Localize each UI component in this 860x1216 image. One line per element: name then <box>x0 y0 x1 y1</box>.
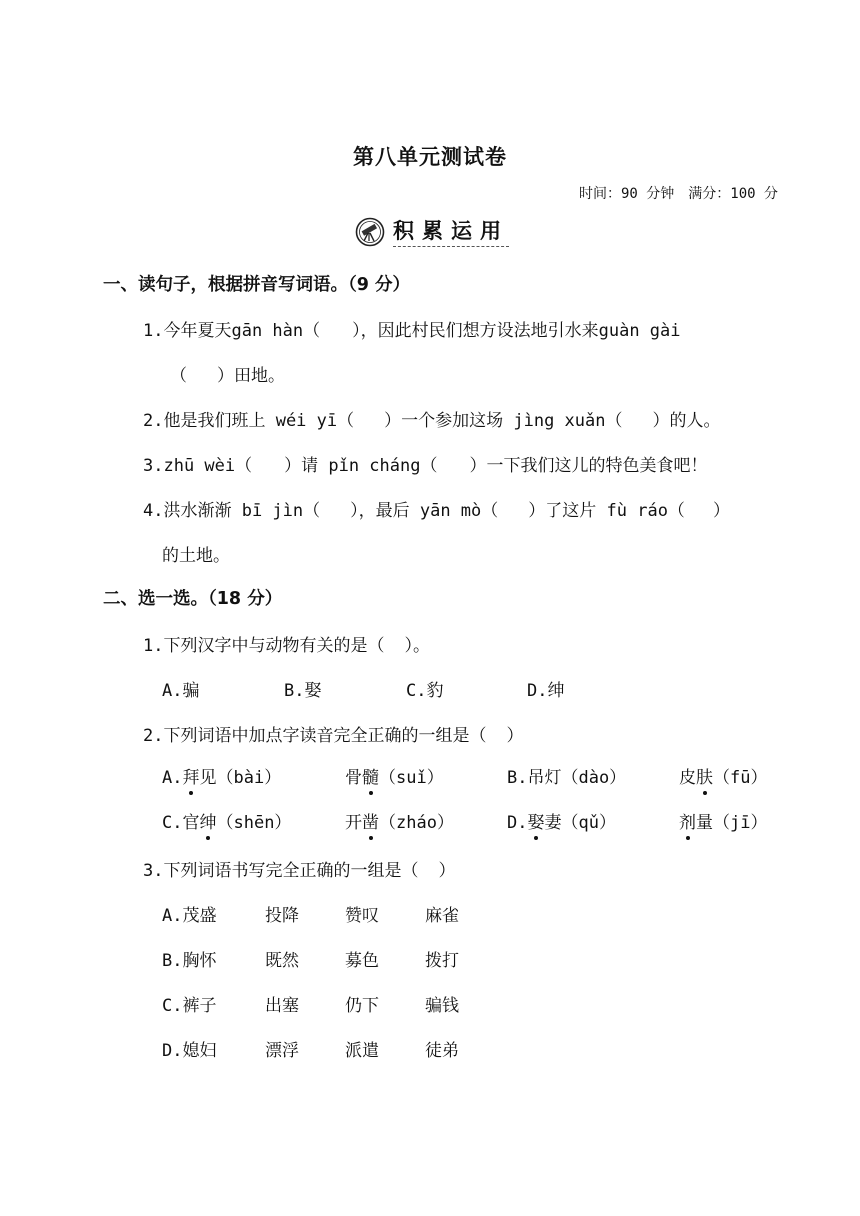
s1-q1-line1: 1.今年夏天gān hàn（ ），因此村民们想方设法地引水来guàn gài <box>143 321 681 341</box>
s2-q3-a-word4: 麻雀 <box>425 906 459 926</box>
s2-q3-b-word3: 募色 <box>345 951 379 971</box>
s2-q2-option-d-word1: D.娶妻（qǔ） <box>507 808 616 833</box>
s2-q3-stem: 3.下列词语书写完全正确的一组是（ ） <box>143 861 456 881</box>
s2-q2-stem: 2.下列词语中加点字读音完全正确的一组是（ ） <box>143 726 524 746</box>
s1-q3: 3.zhū wèi（ ）请 pǐn cháng（ ）一下我们这儿的特色美食吧！ <box>143 456 708 476</box>
s2-q3-d-word2: 漂浮 <box>265 1041 299 1061</box>
s1-q1-line2: （ ）田地。 <box>170 366 285 386</box>
s2-q2-option-a-word1: A.拜见（bài） <box>162 763 281 788</box>
s2-q3-d-word1: D.媳妇 <box>162 1041 217 1061</box>
section2-heading: 二、选一选。（18 分） <box>103 589 283 609</box>
banner-label: 积累运用 <box>393 218 509 247</box>
s2-q3-b-word2: 既然 <box>265 951 299 971</box>
s1-q4-line1: 4.洪水渐渐 bī jìn（ ），最后 yān mò（ ）了这片 fù ráo（ ） <box>143 501 730 521</box>
s2-q3-a-word2: 投降 <box>265 906 299 926</box>
s2-q1-option-d: D.绅 <box>527 681 565 701</box>
section-banner <box>355 214 509 250</box>
full-score: 满分：100 分 <box>688 186 778 202</box>
section1-heading: 一、读句子，根据拼音写词语。（9 分） <box>103 275 411 295</box>
s2-q3-a-word1: A.茂盛 <box>162 906 217 926</box>
s2-q2-option-c-word2: 开凿（zháo） <box>345 808 454 833</box>
s2-q1-option-a: A.骗 <box>162 681 200 701</box>
page-title: 第八单元测试卷 <box>353 145 507 169</box>
s2-q1-option-b: B.娶 <box>284 681 322 701</box>
s2-q3-c-word2: 出塞 <box>265 996 299 1016</box>
exam-meta <box>579 183 778 203</box>
s2-q3-c-word3: 仍下 <box>345 996 379 1016</box>
s2-q2-option-d-word2: 剂量（jī） <box>679 808 767 833</box>
s2-q3-d-word3: 派遣 <box>345 1041 379 1061</box>
s2-q2-option-a-word2: 骨髓（suǐ） <box>345 763 444 788</box>
time-limit: 时间：90 分钟 <box>578 186 675 202</box>
s2-q3-c-word4: 骗钱 <box>425 996 459 1016</box>
s2-q2-option-b-word2: 皮肤（fū） <box>679 763 767 788</box>
s2-q3-b-word1: B.胸怀 <box>162 951 217 971</box>
s2-q3-b-word4: 拨打 <box>425 951 459 971</box>
s2-q2-option-c-word1: C.官绅（shēn） <box>162 808 291 833</box>
s2-q1-stem: 1.下列汉字中与动物有关的是（ ）。 <box>143 636 430 656</box>
s2-q2-option-b-word1: B.吊灯（dào） <box>507 768 627 788</box>
s1-q4-line2: 的土地。 <box>162 546 230 566</box>
s1-q2: 2.他是我们班上 wéi yī（ ）一个参加这场 jìng xuǎn（ ）的人。 <box>143 411 721 431</box>
s2-q3-d-word4: 徒弟 <box>425 1041 459 1061</box>
s2-q3-a-word3: 赞叹 <box>345 906 379 926</box>
s2-q1-option-c: C.豹 <box>406 681 444 701</box>
telescope-icon <box>355 217 385 247</box>
s2-q3-c-word1: C.裤子 <box>162 996 217 1016</box>
